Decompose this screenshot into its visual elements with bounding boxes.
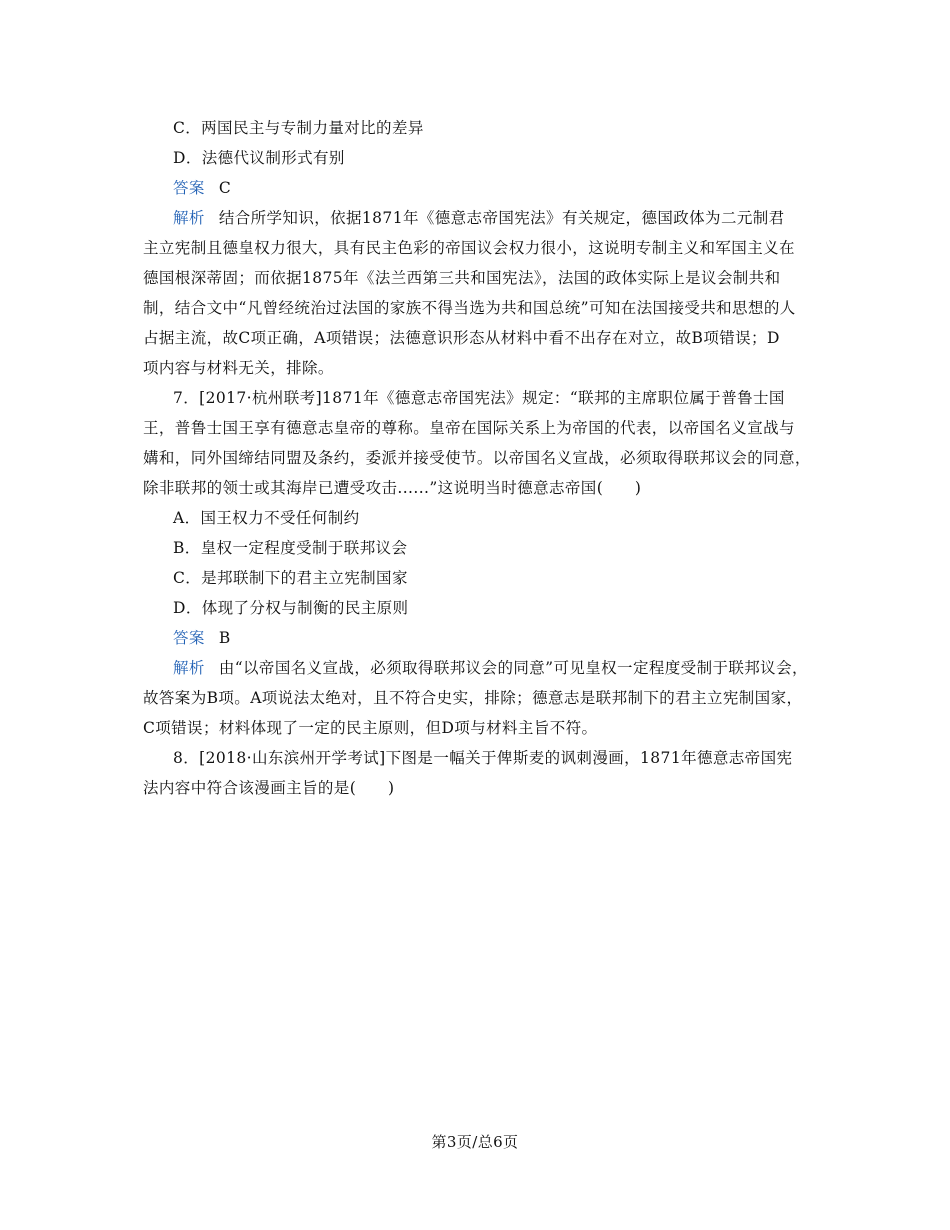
q7-analysis-line-2: 故答案为B项。A项说法太绝对，且不符合史实，排除；德意志是联邦制下的君主立宪制国家， bbox=[143, 689, 803, 707]
answer-value: B bbox=[218, 629, 231, 647]
q6-analysis-line-3: 德国根深蒂固；而依据1875年《法兰西第三共和国宪法》，法国的政体实际上是议会制共和 bbox=[143, 269, 781, 287]
q7-option-a: A．国王权力不受任何制约 bbox=[173, 509, 360, 527]
q7-stem-line-3: 媾和，同外国缔结同盟及条约，委派并接受使节。以帝国名义宣战，必须取得联邦议会的同意， bbox=[143, 449, 811, 467]
q8-stem-line-2: 法内容中符合该漫画主旨的是( ) bbox=[143, 779, 395, 797]
q6-analysis-line-5: 占据主流，故C项正确，A项错误；法德意识形态从材料中看不出存在对立，故B项错误；D bbox=[143, 329, 780, 347]
q7-answer bbox=[173, 628, 231, 648]
answer-value: C bbox=[218, 179, 232, 197]
q7-stem-line-1: 7．[2017·杭州联考]1871年《德意志帝国宪法》规定：“联邦的主席职位属于普鲁士国 bbox=[173, 389, 785, 407]
q7-option-c: C．是邦联制下的君主立宪制国家 bbox=[173, 569, 408, 587]
q6-answer bbox=[173, 178, 231, 198]
q7-option-d: D．体现了分权与制衡的民主原则 bbox=[173, 599, 409, 617]
q6-analysis-line-6: 项内容与材料无关，排除。 bbox=[143, 359, 334, 377]
q7-option-b: B．皇权一定程度受制于联邦议会 bbox=[173, 539, 408, 557]
q6-option-c: C．两国民主与专制力量对比的差异 bbox=[173, 119, 424, 137]
q8-stem-line-1: 8．[2018·山东滨州开学考试]下图是一幅关于俾斯麦的讽刺漫画，1871年德意志帝国宪 bbox=[173, 749, 793, 767]
q7-stem-line-4: 除非联邦的领士或其海岸已遭受攻击......”这说明当时德意志帝国( ) bbox=[143, 479, 642, 497]
page-number-footer: 第3页/总6页 bbox=[431, 1133, 519, 1151]
q6-analysis-line-2: 主立宪制且德皇权力很大，具有民主色彩的帝国议会权力很小，这说明专制主义和军国主义在 bbox=[143, 239, 795, 257]
q6-option-d: D．法德代议制形式有别 bbox=[173, 149, 345, 167]
q7-analysis-line-3: C项错误；材料体现了一定的民主原则，但D项与材料主旨不符。 bbox=[143, 719, 598, 737]
q6-analysis-line-4: 制，结合文中“凡曾经统治过法国的家族不得当选为共和国总统”可知在法国接受共和思想的人 bbox=[143, 299, 796, 317]
q6-analysis-line-1: 解析 结合所学知识，依据1871年《德意志帝国宪法》有关规定，德国政体为二元制君 bbox=[173, 209, 785, 227]
analysis-label: 解析 bbox=[173, 209, 205, 227]
q7-analysis-line-1: 解析 由“以帝国名义宣战，必须取得联邦议会的同意”可见皇权一定程度受制于联邦议会， bbox=[173, 659, 808, 677]
q7-stem-line-2: 王，普鲁士国王享有德意志皇帝的尊称。皇帝在国际关系上为帝国的代表，以帝国名义宣战与 bbox=[143, 419, 795, 437]
answer-label: 答案 bbox=[173, 179, 205, 197]
answer-label: 答案 bbox=[173, 629, 205, 647]
analysis-label: 解析 bbox=[173, 659, 205, 677]
